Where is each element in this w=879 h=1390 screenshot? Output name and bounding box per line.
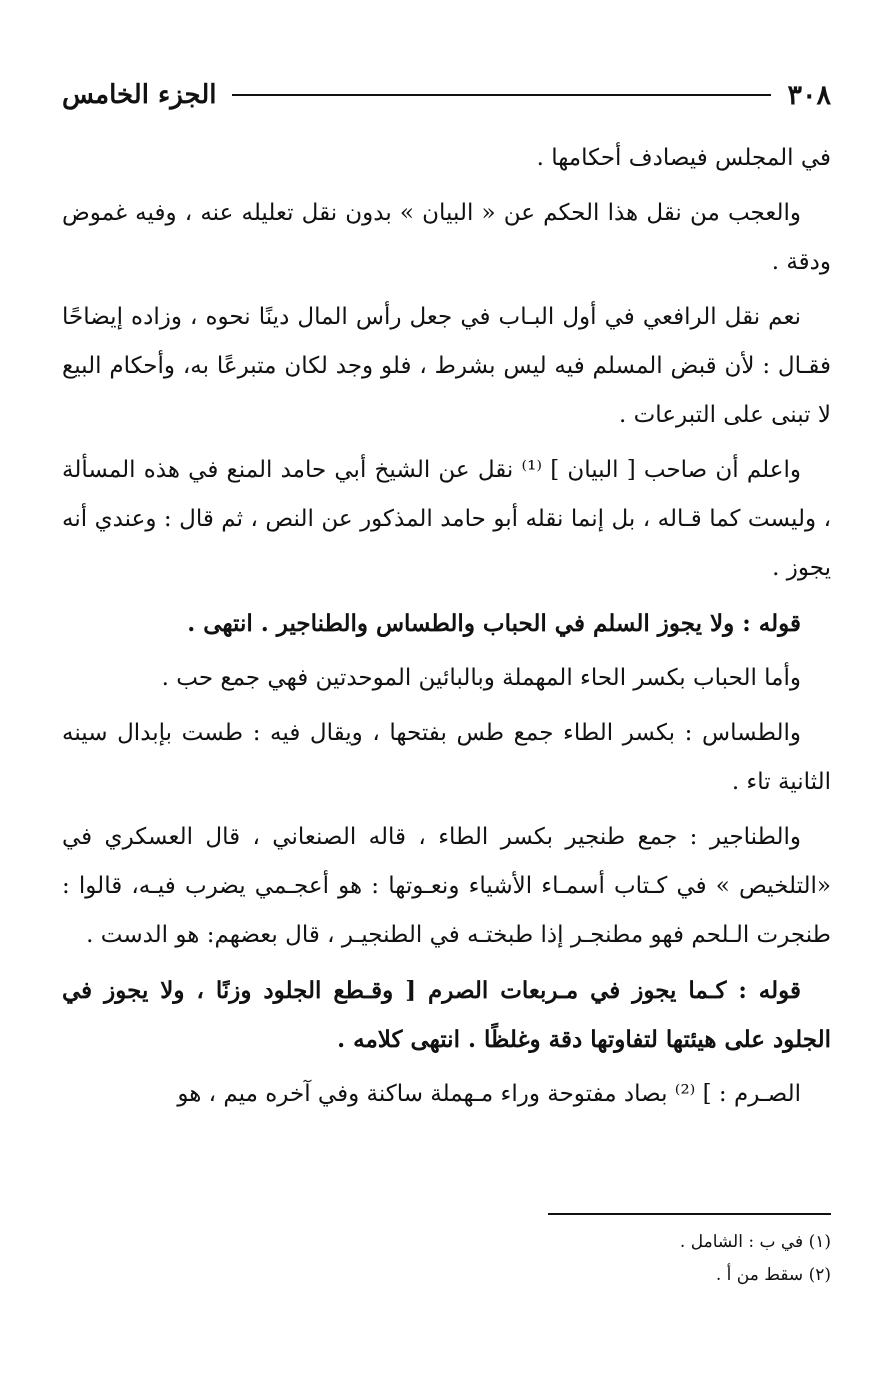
running-header bbox=[62, 70, 831, 120]
paragraph: والعجب من نقل هذا الحكم عن « البيان » بدون نقل تعليله عنه ، وفيه غموض ودقة . bbox=[62, 200, 831, 275]
paragraph: والطناجير : جمع طنجير بكسر الطاء ، قاله الصنعاني ، قال العسكري في «التلخيص » في كـتاب أسمـاء الأشياء ونعـوتها : هو أعجـمي يضرب فيـه، قالوا : طنجرت الـلحم فهو مطنجـر إذا طبختـه في الطنجيـر ، قال بعضهم: هو الدست . bbox=[62, 824, 831, 948]
footnote: (١) في ب : الشامل . bbox=[679, 1232, 831, 1252]
footnote: (٢) سقط من أ . bbox=[715, 1265, 831, 1285]
paragraph: في المجلس فيصادف أحكامها . bbox=[536, 145, 831, 171]
footnotes bbox=[62, 1226, 831, 1292]
paragraph: وأما الحباب بكسر الحاء المهملة وبالبائين الموحدتين فهي جمع حب . bbox=[161, 665, 801, 691]
paragraph: واعلم أن صاحب [ البيان ] ⁽¹⁾ نقل عن الشيخ أبي حامد المنع في هذه المسألة ، وليست كما قـاله ، بل إنما نقله أبو حامد المذكور عن النص ، ثم قال : وعندي أنه يجوز . bbox=[62, 457, 831, 581]
footnote-rule bbox=[548, 1213, 831, 1215]
paragraph: نعم نقل الرافعي في أول البـاب في جعل رأس المال دينًا نحوه ، وزاده إيضاحًا فقـال : لأن قبض المسلم فيه ليس بشرط ، فلو وجد لكان متبرعًا به، وأحكام البيع لا تبنى على التبرعات . bbox=[62, 304, 831, 428]
header-rule bbox=[232, 94, 771, 96]
paragraph: والطساس : بكسر الطاء جمع طس بفتحها ، ويقال فيه : طست بإبدال سينه الثانية تاء . bbox=[62, 720, 831, 795]
volume-title: الجزء الخامس bbox=[62, 80, 217, 110]
quoted-statement: قوله : ولا يجوز السلم في الحباب والطساس والطناجير . انتهى . bbox=[187, 610, 801, 637]
paragraph: الصـرم : ] ⁽²⁾ بصاد مفتوحة وراء مـهملة ساكنة وفي آخره ميم ، هو bbox=[177, 1081, 801, 1107]
page-number: ٣٠٨ bbox=[787, 79, 831, 111]
body-text bbox=[62, 134, 831, 1125]
quoted-statement: قوله : كـما يجوز في مـربعات الصرم [ وقـطع الجلود وزنًا ، ولا يجوز في الجلود على هيئتها لتفاوتها دقة وغلظًا . انتهى كلامه . bbox=[62, 977, 831, 1053]
